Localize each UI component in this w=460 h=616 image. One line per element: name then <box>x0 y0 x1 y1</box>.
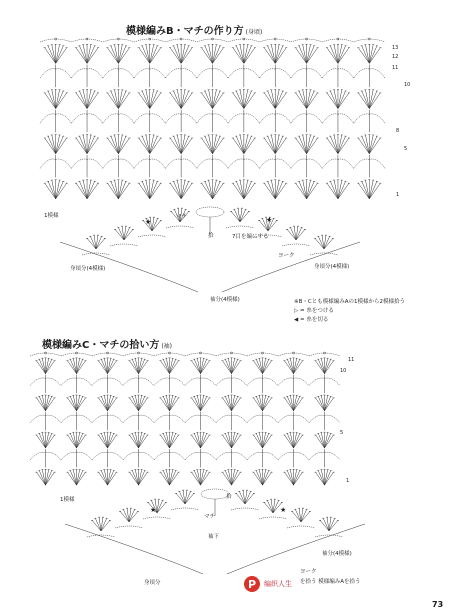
svg-text:★: ★ <box>280 506 287 514</box>
row-label-b-12: 12 <box>392 54 399 60</box>
label-c-gusset: マチ <box>204 514 216 520</box>
label-b-join-note: 7目を編にする <box>232 234 269 240</box>
row-label-b-1: 1 <box>396 192 400 198</box>
row-label-b-8: 8 <box>396 128 400 134</box>
label-c-underarm: 袖下 <box>208 534 220 540</box>
label-b-sleeve: 袖分(4模様) <box>210 297 240 303</box>
svg-text:★: ★ <box>150 506 157 514</box>
section-b-title-note: (身頃) <box>245 29 263 36</box>
section-c-title <box>42 336 172 351</box>
label-b-body-left: 身頃分(4模様) <box>70 266 106 272</box>
label-c-pickup: 拾 <box>226 494 232 500</box>
row-label-c-1: 1 <box>346 478 350 484</box>
svg-text:★: ★ <box>145 218 152 226</box>
label-b-yoke: ヨーク <box>278 253 295 259</box>
label-b-gusset: マチ <box>176 214 188 220</box>
legend-b-note: ※B・Cとも模様編みAの1模様から2模様拾う <box>294 299 405 305</box>
page-number: 73 <box>432 600 444 609</box>
label-c-legend-fragment: を拾う 模様編みAを拾う <box>300 579 361 585</box>
label-b-body-right: 身頃分(4模様) <box>314 264 350 270</box>
legend-b-attach: ▷ = 糸をつける <box>294 308 334 314</box>
row-label-b-13: 13 <box>392 45 399 51</box>
watermark-text: 编织人生 <box>264 580 292 588</box>
row-label-b-5: 5 <box>404 146 408 152</box>
chart-c-stitches <box>30 352 340 485</box>
section-c-title-note: (袖) <box>161 343 173 350</box>
svg-text:★: ★ <box>266 216 273 224</box>
pinterest-logo-icon: P <box>244 576 260 592</box>
section-b-title <box>126 22 262 37</box>
section-c-title-text: 模様編みC・マチの拾い方 <box>42 340 160 351</box>
section-b-title-text: 模様編みB・マチの作り方 <box>126 26 244 37</box>
legend-b <box>294 298 405 325</box>
label-b-motif: 1模様 <box>44 213 59 219</box>
chart-b-stitches <box>40 38 385 199</box>
watermark <box>244 576 292 592</box>
row-label-b-11: 11 <box>392 65 399 71</box>
row-label-c-5: 5 <box>340 430 344 436</box>
label-c-body: 身頃分 <box>144 580 161 586</box>
label-c-motif: 1模様 <box>60 497 75 503</box>
label-b-pickup: 拾 <box>208 233 214 239</box>
row-label-c-10: 10 <box>340 368 347 374</box>
row-label-b-10: 10 <box>404 82 411 88</box>
legend-b-cut: ◀ = 糸を切る <box>294 317 329 323</box>
label-c-yoke: ヨーク <box>300 569 317 575</box>
label-c-sleeve: 袖分(4模様) <box>322 551 352 557</box>
row-label-c-11: 11 <box>348 357 355 363</box>
